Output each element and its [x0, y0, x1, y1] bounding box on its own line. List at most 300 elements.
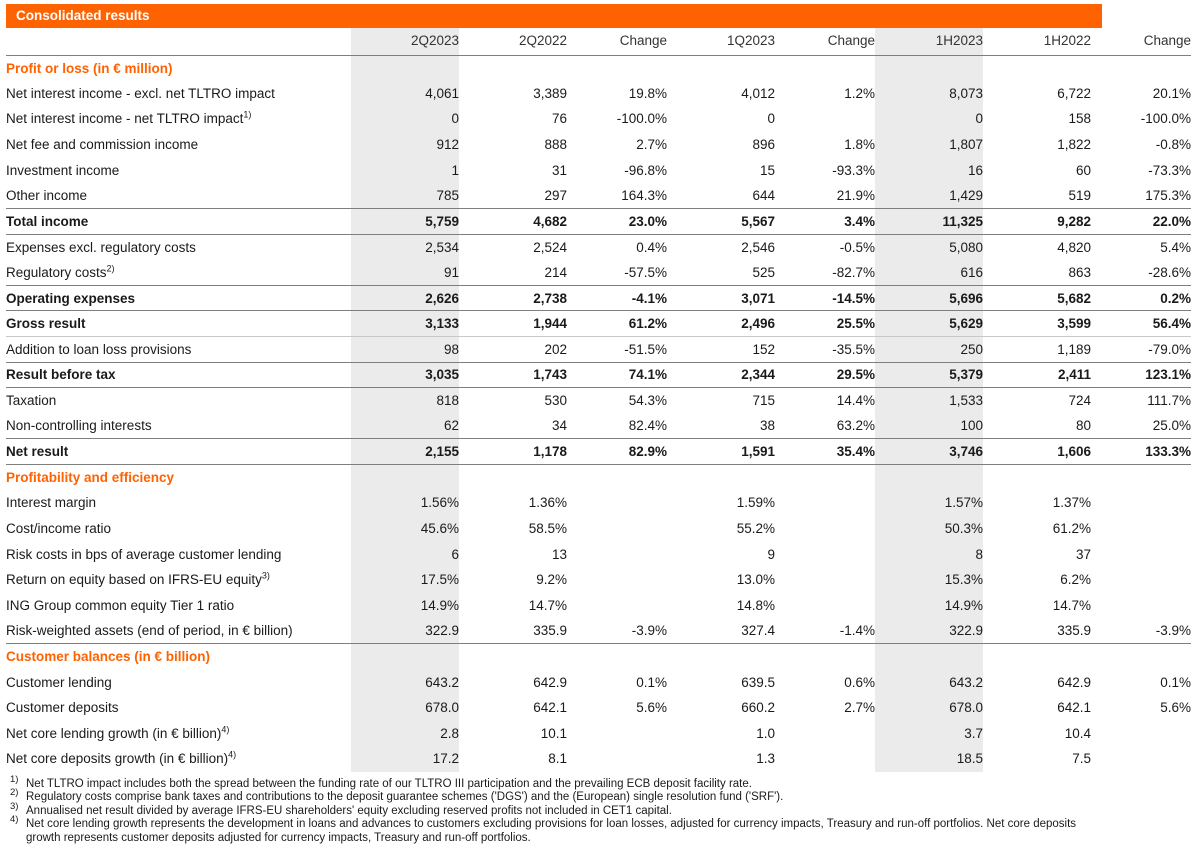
- column-header-blank: [6, 28, 351, 55]
- table-row: [6, 260, 1191, 286]
- column-header-1H2022: 1H2022: [983, 28, 1091, 55]
- row-value: 0: [351, 106, 459, 132]
- row-value: 1,429: [875, 183, 983, 209]
- row-value: 25.0%: [1152, 418, 1191, 434]
- section-spacer: [459, 644, 567, 670]
- row-value: 1.37%: [1052, 495, 1091, 511]
- row-value: 164.3%: [621, 188, 667, 204]
- section-spacer: [775, 465, 875, 491]
- row-value: 21.9%: [836, 188, 875, 204]
- section-spacer: [1091, 55, 1191, 81]
- row-value: 6,722: [1057, 85, 1091, 101]
- row-value: 643.2: [351, 669, 459, 695]
- row-value: 1.8%: [844, 137, 875, 153]
- row-value: 818: [351, 388, 459, 414]
- row-value: 63.2%: [836, 418, 875, 434]
- row-value: 9.2%: [536, 572, 567, 588]
- section-spacer: [1091, 644, 1191, 670]
- row-value: -0.5%: [775, 234, 875, 260]
- row-label: Result before tax: [6, 362, 351, 388]
- footnotes: [6, 773, 1102, 846]
- row-label: Non-controlling interests: [6, 418, 152, 434]
- table-row: [6, 311, 1191, 337]
- table-row: [6, 362, 1191, 388]
- row-value: -51.5%: [567, 337, 667, 363]
- row-label: Cost/income ratio: [6, 520, 112, 536]
- row-value: 3,599: [983, 311, 1091, 337]
- table-row: [6, 746, 1191, 772]
- row-value: 660.2: [741, 700, 775, 716]
- table-row: [6, 157, 1191, 183]
- row-value: 61.2%: [1052, 520, 1091, 536]
- row-value: 1.57%: [875, 490, 983, 516]
- row-value: [567, 541, 667, 567]
- row-value: 60: [1075, 162, 1091, 178]
- table-row: [6, 720, 1191, 746]
- row-value: -100.0%: [1140, 111, 1191, 127]
- row-value: 642.1: [533, 700, 567, 716]
- row-value: 54.3%: [567, 388, 667, 414]
- section-spacer: [351, 55, 459, 81]
- row-value: 1,533: [875, 388, 983, 414]
- row-value: 2.8: [351, 720, 459, 746]
- row-value: 15: [759, 162, 775, 178]
- section-spacer: [667, 55, 775, 81]
- row-value: 5,629: [875, 311, 983, 337]
- row-value: 643.2: [875, 669, 983, 695]
- row-value: 6.2%: [1060, 572, 1091, 588]
- row-value: -73.3%: [1148, 162, 1191, 178]
- row-value: 91: [351, 260, 459, 286]
- footnote-text: Annualised net result divided by average IFRS-EU shareholders' equity excluding reserved profits not included in CET1 capital.: [26, 804, 672, 817]
- table-row: [6, 541, 1191, 567]
- row-label: Total income: [6, 209, 351, 235]
- row-value: 38: [759, 418, 775, 434]
- row-value: 2.7%: [636, 137, 667, 153]
- row-label: Net core lending growth (in € billion)$^{4)}$: [6, 724, 230, 741]
- section-spacer: [875, 465, 983, 491]
- section-spacer: [775, 55, 875, 81]
- footnote: [10, 787, 1102, 805]
- row-value: 214: [544, 264, 567, 280]
- row-value: 152: [667, 337, 775, 363]
- row-value: 0: [767, 111, 775, 127]
- row-value: [567, 490, 667, 516]
- table-row: [6, 413, 1191, 439]
- footnote-marker: 2): [10, 787, 19, 799]
- row-value: 863: [1068, 264, 1091, 280]
- row-value: 1: [351, 157, 459, 183]
- row-value: 642.9: [1057, 674, 1091, 690]
- row-value: 1,606: [983, 439, 1091, 465]
- row-value: 3.4%: [775, 209, 875, 235]
- row-value: 3,389: [533, 85, 567, 101]
- row-label: Addition to loan loss provisions: [6, 337, 351, 363]
- row-value: 37: [1075, 546, 1091, 562]
- row-value: 530: [459, 388, 567, 414]
- row-value: -35.5%: [775, 337, 875, 363]
- row-label: Return on equity based on IFRS-EU equity$^{3)}$: [6, 570, 270, 588]
- table-row: [6, 183, 1191, 209]
- row-value: 55.2%: [736, 520, 775, 536]
- row-value: 3,071: [667, 285, 775, 311]
- row-value: 61.2%: [567, 311, 667, 337]
- footnote: [10, 773, 1102, 792]
- row-value: 14.7%: [528, 597, 567, 613]
- row-label: Net result: [6, 439, 351, 465]
- section-heading: Customer balances (in € billion): [6, 644, 351, 670]
- row-value: 16: [875, 157, 983, 183]
- consolidated-results-page: [0, 4, 1191, 866]
- row-value: 62: [351, 413, 459, 439]
- section-spacer: [567, 644, 667, 670]
- row-value: 14.4%: [775, 388, 875, 414]
- row-label: Interest margin: [6, 495, 97, 511]
- row-value: -28.6%: [1148, 264, 1191, 280]
- page-title: Consolidated results: [6, 4, 1102, 28]
- row-value: [775, 720, 875, 746]
- row-value: 82.4%: [628, 418, 667, 434]
- footnote-marker: 3): [10, 800, 19, 812]
- row-label: Net interest income - net TLTRO impact$^{1)}$: [6, 109, 252, 127]
- row-label: Taxation: [6, 388, 351, 414]
- row-value: 1.36%: [528, 495, 567, 511]
- row-value: 724: [983, 388, 1091, 414]
- row-value: 0.1%: [1160, 674, 1191, 690]
- column-header-Change: Change: [1091, 28, 1191, 55]
- row-value: 785: [351, 183, 459, 209]
- table-row: [6, 490, 1191, 516]
- section-spacer: [983, 465, 1091, 491]
- row-value: 5.6%: [1160, 700, 1191, 716]
- row-value: 678.0: [351, 695, 459, 721]
- row-label: Investment income: [6, 162, 120, 178]
- row-value: 9,282: [983, 209, 1091, 235]
- table-header-row: [6, 28, 1191, 55]
- row-value: 2,411: [983, 362, 1091, 388]
- row-label: Net interest income - excl. net TLTRO impact: [6, 85, 275, 101]
- section-spacer: [567, 465, 667, 491]
- row-value: [1091, 541, 1191, 567]
- row-value: 4,820: [983, 234, 1091, 260]
- row-value: 2,524: [459, 234, 567, 260]
- table-row: [6, 388, 1191, 414]
- row-label: Operating expenses: [6, 285, 351, 311]
- row-value: [1091, 746, 1191, 772]
- footnote-text: Net TLTRO impact includes both the spread between the funding rate of our TLTRO III participation and the prevailing ECB deposit facility rate.: [26, 777, 752, 790]
- row-value: 1.56%: [351, 490, 459, 516]
- row-value: 896: [752, 137, 775, 153]
- row-value: -100.0%: [616, 111, 667, 127]
- row-value: -79.0%: [1091, 337, 1191, 363]
- row-value: 82.9%: [567, 439, 667, 465]
- row-value: 31: [551, 162, 567, 178]
- row-value: 25.5%: [775, 311, 875, 337]
- row-value: 8.1: [548, 751, 567, 767]
- row-value: 327.4: [741, 623, 775, 639]
- row-value: [1091, 490, 1191, 516]
- table-row: [6, 285, 1191, 311]
- row-value: [567, 516, 667, 542]
- footnote-marker: 4): [10, 814, 19, 826]
- row-label: Net fee and commission income: [6, 137, 199, 153]
- row-value: -1.4%: [839, 623, 875, 639]
- row-value: 616: [875, 260, 983, 286]
- row-value: 3,133: [351, 311, 459, 337]
- footnote-marker: 1): [10, 773, 19, 785]
- row-value: 2,546: [667, 234, 775, 260]
- row-value: [775, 541, 875, 567]
- consolidated-results-table: [6, 28, 1191, 772]
- table-row: [6, 567, 1191, 593]
- row-value: 335.9: [1057, 623, 1091, 639]
- row-value: 76: [551, 111, 567, 127]
- section-spacer: [983, 55, 1091, 81]
- section-spacer: [875, 644, 983, 670]
- section-spacer: [667, 465, 775, 491]
- row-value: 20.1%: [1152, 85, 1191, 101]
- row-value: 14.7%: [1052, 597, 1091, 613]
- table-row: [6, 81, 1191, 107]
- row-value: 912: [351, 132, 459, 158]
- row-value: 3.7: [875, 720, 983, 746]
- row-value: -3.9%: [631, 623, 667, 639]
- row-value: -3.9%: [1155, 623, 1191, 639]
- row-value: 9: [767, 546, 775, 562]
- row-value: 14.9%: [875, 592, 983, 618]
- row-value: 13: [551, 546, 567, 562]
- section-heading-row: [6, 465, 1191, 491]
- row-value: 3,035: [351, 362, 459, 388]
- table-row: [6, 618, 1191, 644]
- table-row: [6, 439, 1191, 465]
- row-value: 250: [875, 337, 983, 363]
- row-value: 1,944: [459, 311, 567, 337]
- row-value: [567, 567, 667, 593]
- table-row: [6, 337, 1191, 363]
- row-value: -82.7%: [832, 264, 875, 280]
- row-value: 10.4: [1064, 725, 1091, 741]
- row-value: 1.59%: [736, 495, 775, 511]
- row-value: 1,743: [459, 362, 567, 388]
- section-spacer: [875, 55, 983, 81]
- row-value: 14.9%: [351, 592, 459, 618]
- row-value: 5,682: [983, 285, 1091, 311]
- section-spacer: [567, 55, 667, 81]
- section-heading: Profitability and efficiency: [6, 465, 351, 491]
- row-value: 29.5%: [775, 362, 875, 388]
- row-value: -0.8%: [1155, 137, 1191, 153]
- row-value: 1,189: [983, 337, 1091, 363]
- row-label: Expenses excl. regulatory costs: [6, 234, 351, 260]
- row-value: 45.6%: [351, 516, 459, 542]
- row-value: [1091, 567, 1191, 593]
- column-header-1H2023: 1H2023: [875, 28, 983, 55]
- row-value: 17.5%: [351, 567, 459, 593]
- row-value: 17.2: [351, 746, 459, 772]
- row-value: 1,807: [875, 132, 983, 158]
- row-value: 644: [752, 188, 775, 204]
- row-value: [1091, 592, 1191, 618]
- row-value: 0.4%: [567, 234, 667, 260]
- row-value: 2,344: [667, 362, 775, 388]
- column-header-2Q2023: 2Q2023: [351, 28, 459, 55]
- row-value: 519: [1068, 188, 1091, 204]
- table-row: [6, 669, 1191, 695]
- row-value: 123.1%: [1091, 362, 1191, 388]
- row-value: 5,759: [351, 209, 459, 235]
- row-value: 0.2%: [1091, 285, 1191, 311]
- row-value: 5.6%: [636, 700, 667, 716]
- row-value: 642.1: [1057, 700, 1091, 716]
- column-header-Change: Change: [775, 28, 875, 55]
- row-label: Net core deposits growth (in € billion)$^{4)}$: [6, 749, 237, 767]
- row-value: 202: [459, 337, 567, 363]
- row-value: 1.2%: [844, 85, 875, 101]
- row-value: 297: [544, 188, 567, 204]
- row-value: 18.5: [875, 746, 983, 772]
- row-value: [775, 490, 875, 516]
- row-value: 58.5%: [528, 520, 567, 536]
- table-row: [6, 592, 1191, 618]
- footnote: [10, 800, 1102, 819]
- row-value: 4,061: [351, 81, 459, 107]
- row-value: 2,496: [667, 311, 775, 337]
- row-label: Other income: [6, 188, 88, 204]
- row-value: 2.7%: [844, 700, 875, 716]
- row-value: 22.0%: [1091, 209, 1191, 235]
- row-value: 23.0%: [567, 209, 667, 235]
- row-value: 0: [875, 106, 983, 132]
- row-value: 98: [351, 337, 459, 363]
- row-value: 3,746: [875, 439, 983, 465]
- row-value: 2,534: [351, 234, 459, 260]
- row-value: 1.0: [756, 725, 775, 741]
- row-value: 2,738: [459, 285, 567, 311]
- row-value: 1,822: [1057, 137, 1091, 153]
- row-value: 13.0%: [736, 572, 775, 588]
- row-value: 888: [544, 137, 567, 153]
- row-value: [775, 592, 875, 618]
- table-row: [6, 106, 1191, 132]
- row-value: -57.5%: [624, 264, 667, 280]
- row-value: [567, 592, 667, 618]
- section-heading-row: [6, 55, 1191, 81]
- row-value: 74.1%: [567, 362, 667, 388]
- row-value: -96.8%: [624, 162, 667, 178]
- row-value: 639.5: [741, 674, 775, 690]
- row-value: [775, 567, 875, 593]
- row-value: -93.3%: [832, 162, 875, 178]
- table-row: [6, 209, 1191, 235]
- row-value: 8,073: [875, 81, 983, 107]
- row-value: 50.3%: [875, 516, 983, 542]
- row-value: 1,178: [459, 439, 567, 465]
- row-value: 1.3: [756, 751, 775, 767]
- row-value: 133.3%: [1091, 439, 1191, 465]
- row-label: Gross result: [6, 311, 351, 337]
- row-value: [1091, 720, 1191, 746]
- section-spacer: [775, 644, 875, 670]
- section-spacer: [459, 465, 567, 491]
- row-value: 100: [875, 413, 983, 439]
- row-value: 322.9: [875, 618, 983, 644]
- row-label: Risk costs in bps of average customer lending: [6, 546, 282, 562]
- footnote-text: Regulatory costs comprise bank taxes and contributions to the deposit guarantee schemes ('DGS') and the (European) single resolution fund ('SRF').: [26, 791, 784, 804]
- row-label: Regulatory costs$^{2)}$: [6, 263, 115, 280]
- row-value: 6: [351, 541, 459, 567]
- row-value: 175.3%: [1145, 188, 1191, 204]
- row-value: 5,379: [875, 362, 983, 388]
- footnote: [10, 814, 1102, 845]
- row-value: 678.0: [875, 695, 983, 721]
- row-value: 4,012: [741, 85, 775, 101]
- row-value: [775, 516, 875, 542]
- row-value: 0.1%: [636, 674, 667, 690]
- footnote-text: Net core lending growth represents the development in loans and advances to customers excluding provisions for loan losses, adjusted for currency impacts, Treasury and run-off portfolios. Net core deposits growth represents customer deposits adjusted for currency impacts, Treasury and run-off portfolios.: [26, 818, 1077, 844]
- table-row: [6, 695, 1191, 721]
- column-header-Change: Change: [567, 28, 667, 55]
- row-value: 158: [1068, 111, 1091, 127]
- row-value: 14.8%: [736, 597, 775, 613]
- table-row: [6, 516, 1191, 542]
- section-spacer: [1091, 465, 1191, 491]
- row-value: [567, 720, 667, 746]
- row-value: 56.4%: [1091, 311, 1191, 337]
- section-heading-row: [6, 644, 1191, 670]
- row-value: 34: [551, 418, 567, 434]
- row-value: 80: [1075, 418, 1091, 434]
- row-value: 11,325: [875, 209, 983, 235]
- row-value: 7.5: [1072, 751, 1091, 767]
- section-spacer: [667, 644, 775, 670]
- row-value: 715: [667, 388, 775, 414]
- row-label: Customer lending: [6, 674, 112, 690]
- row-value: 4,682: [459, 209, 567, 235]
- row-value: 15.3%: [875, 567, 983, 593]
- section-spacer: [351, 465, 459, 491]
- row-value: 2,155: [351, 439, 459, 465]
- row-value: 0.6%: [844, 674, 875, 690]
- row-value: 2,626: [351, 285, 459, 311]
- row-value: [567, 746, 667, 772]
- section-spacer: [459, 55, 567, 81]
- row-value: 5,696: [875, 285, 983, 311]
- row-label: Customer deposits: [6, 700, 119, 716]
- row-value: 5,567: [667, 209, 775, 235]
- row-value: [775, 106, 875, 132]
- row-value: 525: [752, 264, 775, 280]
- section-spacer: [351, 644, 459, 670]
- row-value: 322.9: [351, 618, 459, 644]
- row-value: 642.9: [533, 674, 567, 690]
- row-value: [1091, 516, 1191, 542]
- row-value: 35.4%: [775, 439, 875, 465]
- table-row: [6, 234, 1191, 260]
- table-row: [6, 132, 1191, 158]
- row-label: ING Group common equity Tier 1 ratio: [6, 597, 235, 613]
- row-value: 111.7%: [1091, 388, 1191, 414]
- row-label: Risk-weighted assets (end of period, in € billion): [6, 623, 293, 639]
- row-value: -14.5%: [775, 285, 875, 311]
- row-value: 335.9: [533, 623, 567, 639]
- row-value: [775, 746, 875, 772]
- row-value: 10.1: [540, 725, 567, 741]
- row-value: 1,591: [667, 439, 775, 465]
- section-heading: Profit or loss (in € million): [6, 60, 173, 76]
- row-value: 19.8%: [628, 85, 667, 101]
- column-header-2Q2022: 2Q2022: [459, 28, 567, 55]
